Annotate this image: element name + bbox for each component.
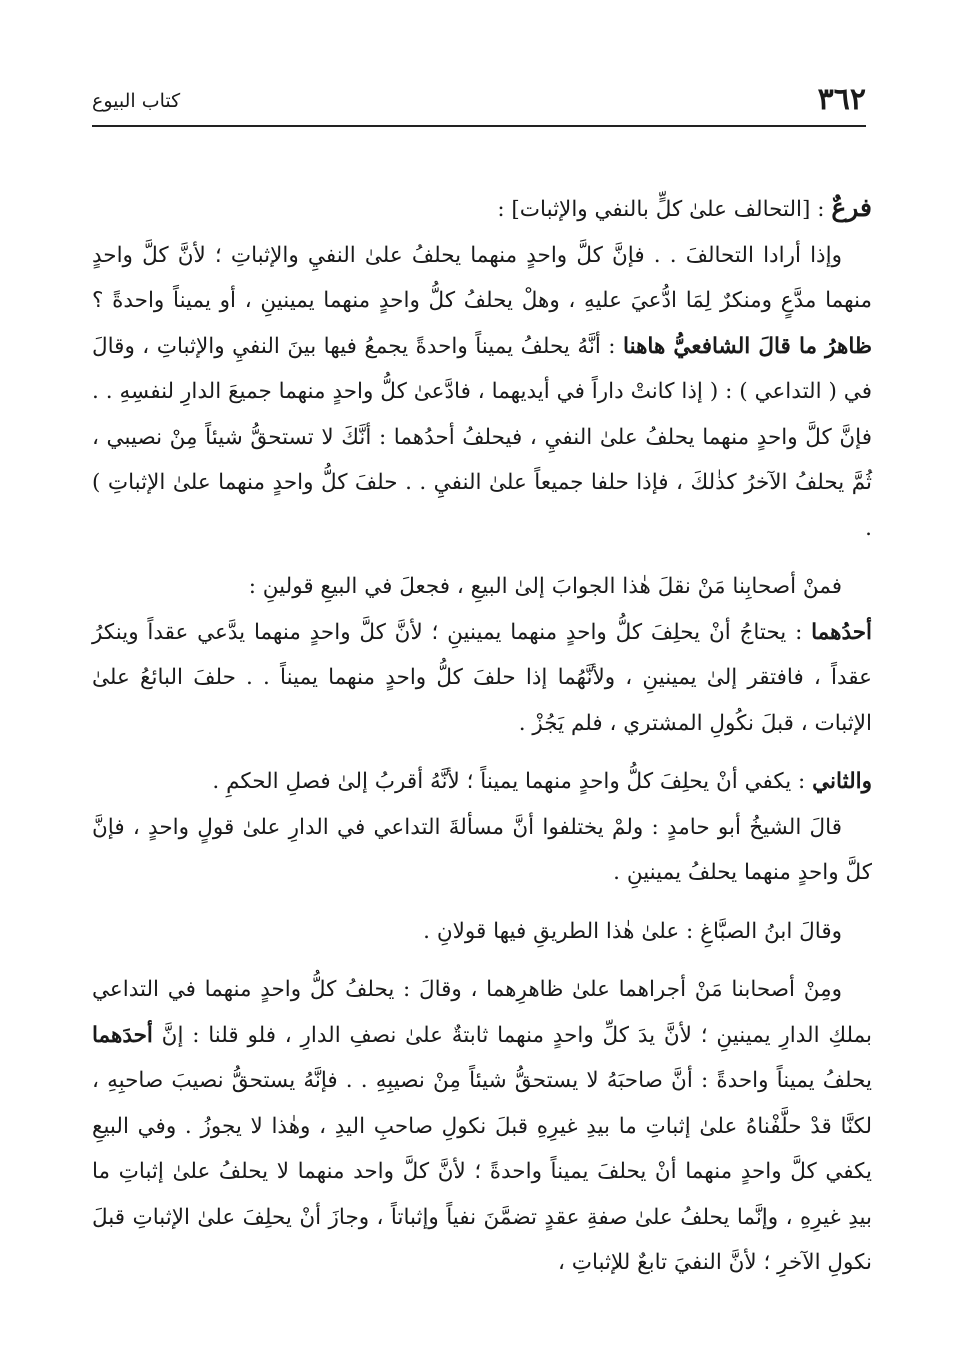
page-body (92, 185, 872, 1286)
paragraph-text: وقالَ ابنُ الصبَّاغِ : علىٰ هٰذا الطريقِ فيها قولانِ . (423, 918, 842, 944)
lead-first: أحدُهما (811, 619, 872, 645)
paragraph-tahaluf (92, 233, 872, 552)
section-lead-far: فرعٌ (831, 193, 872, 222)
paragraph-ashabina (92, 564, 872, 610)
paragraph-text: : يكفي أنْ يحلِفَ كلُّ واحدٍ منهما يميناً ؛ لأنَّهُ أقربُ إلىٰ فصلِ الحكمِ . (212, 769, 813, 794)
paragraph-text: ومِنْ أصحابنا مَنْ أجراهما علىٰ ظاهرِهما ، وقالَ : يحلفُ كلُّ واحدٍ منهما في التداعي بملكِ الدارِ يمينينِ ؛ لأنَّ يدَ كلِّ واحدٍ منهما ثابتةٌ علىٰ نصفِ الدارِ ، فلو قلنا : إنَّ (92, 977, 872, 1048)
paragraph-far-heading (92, 185, 872, 233)
paragraph-text-cont: : أنَّهُ يحلفُ يميناً واحدةً يجمعُ فيها بينَ النفيِ والإثباتِ ، وقالَ في ( التداعي ) : ( إذا كانتْ داراً في أيديهما ، فادَّعىٰ كلُّ واحدٍ منهما جميعَ الدارِ لنفسِهِ . . فإنَّ كلَّ واحدٍ منهما يحلفُ علىٰ النفيِ ، فيحلفُ أحدُهما : أنَّكَ لا تستحقُّ شيئاً مِنْ نصيبي ، ثُمَّ يحلفُ الآخرُ كذٰلكَ ، فإذا حلفا جميعاً علىٰ النفيِ . . حلفَ كلُّ واحدٍ منهما علىٰ الإثباتِ ) . (92, 333, 872, 541)
paragraph-text-cont: يحلفُ يميناً واحدةً : أنَّ صاحبَهُ لا يستحقُّ شيئاً مِنْ نصيبِهِ . . فإنَّهُ يستحقُّ نصيبَ صاحبِهِ ، لكنَّا قدْ حلَّفْناهُ علىٰ إثباتِ ما بيدِ غيرِهِ قبلَ نكولِ صاحبِ اليدِ ، وهٰذا لا يجوزُ . وفي البيعِ يكفي كلَّ واحدٍ منهما أنْ يحلفَ يميناً واحدةً ؛ لأنَّ كلَّ واحد منهما لا يحلفُ علىٰ إثباتِ ما بيدِ غيرِهِ ، وإنَّما يحلفُ علىٰ صفةِ عقدٍ تضمَّنَ نفياً وإثباتاً ، وجازَ أنْ يحلِفَ علىٰ الإثباتِ قبلَ نكولِ الآخرِ ؛ لأنَّ النفيَ تابعٌ للإثباتِ ، (92, 1068, 872, 1275)
lead-second: والثاني (812, 769, 872, 794)
page-number: ٣٦٢ (817, 82, 866, 117)
paragraph-text: قالَ الشيخُ أبو حامدٍ : ولمْ يختلفوا أنَّ مسألةَ التداعي في الدارِ علىٰ قولٍ واحدٍ ، فإنَّ كلَّ واحدٍ منهما يحلفُ يمينينِ . (92, 814, 872, 885)
page-header (92, 78, 866, 124)
paragraph-ajrahuma (92, 967, 872, 1286)
paragraph-text: : يحتاجُ أنْ يحلِفَ كلُّ واحدٍ منهما يمينينِ ؛ لأنَّ كلَّ واحدٍ منهما يدَّعي عقداً وينكرُ عقداً ، فافتقر إلىٰ يمينينِ ، ولأنَّهُما إذا حلفَ كلُّ واحدٍ منهما يميناً . . حلفَ البائعُ علىٰ الإثبات ، قبلَ نكُولِ المشتري ، فلم يَجُزْ . (92, 619, 872, 736)
paragraph-first-view (92, 610, 872, 747)
emphasis-ahaduhuma: أحدَهما (92, 1022, 153, 1048)
running-title: كتاب البيوع (92, 90, 181, 112)
paragraph-abu-hamid (92, 805, 872, 896)
paragraph-text: فمنْ أصحابِنا مَنْ نقلَ هٰذا الجوابَ إلىٰ البيعِ ، فجعلَ في البيعِ قولينِ : (248, 574, 842, 599)
paragraph-text: وإذا أرادا التحالفَ . . فإنَّ كلَّ واحدٍ منهما يحلفُ علىٰ النفيِ والإثباتِ ؛ لأنَّ كلَّ واحدٍ منهما مدَّعٍ ومنكرٌ لِمَا ادُّعيَ عليهِ ، وهلْ يحلفُ كلُّ واحدٍ منهما يمينينِ ، أو يميناً واحدةً ؟ (92, 242, 872, 313)
paragraph-ibn-sabbagh (92, 909, 872, 955)
emphasis-shafii: ظاهرُ ما قالَ الشافعيُّ هاهنا (623, 333, 872, 359)
paragraph-second-view (92, 759, 872, 805)
paragraph-text: : [التحالف علىٰ كلٍّ بالنفي والإثبات] : (497, 197, 832, 222)
header-rule (92, 125, 866, 127)
